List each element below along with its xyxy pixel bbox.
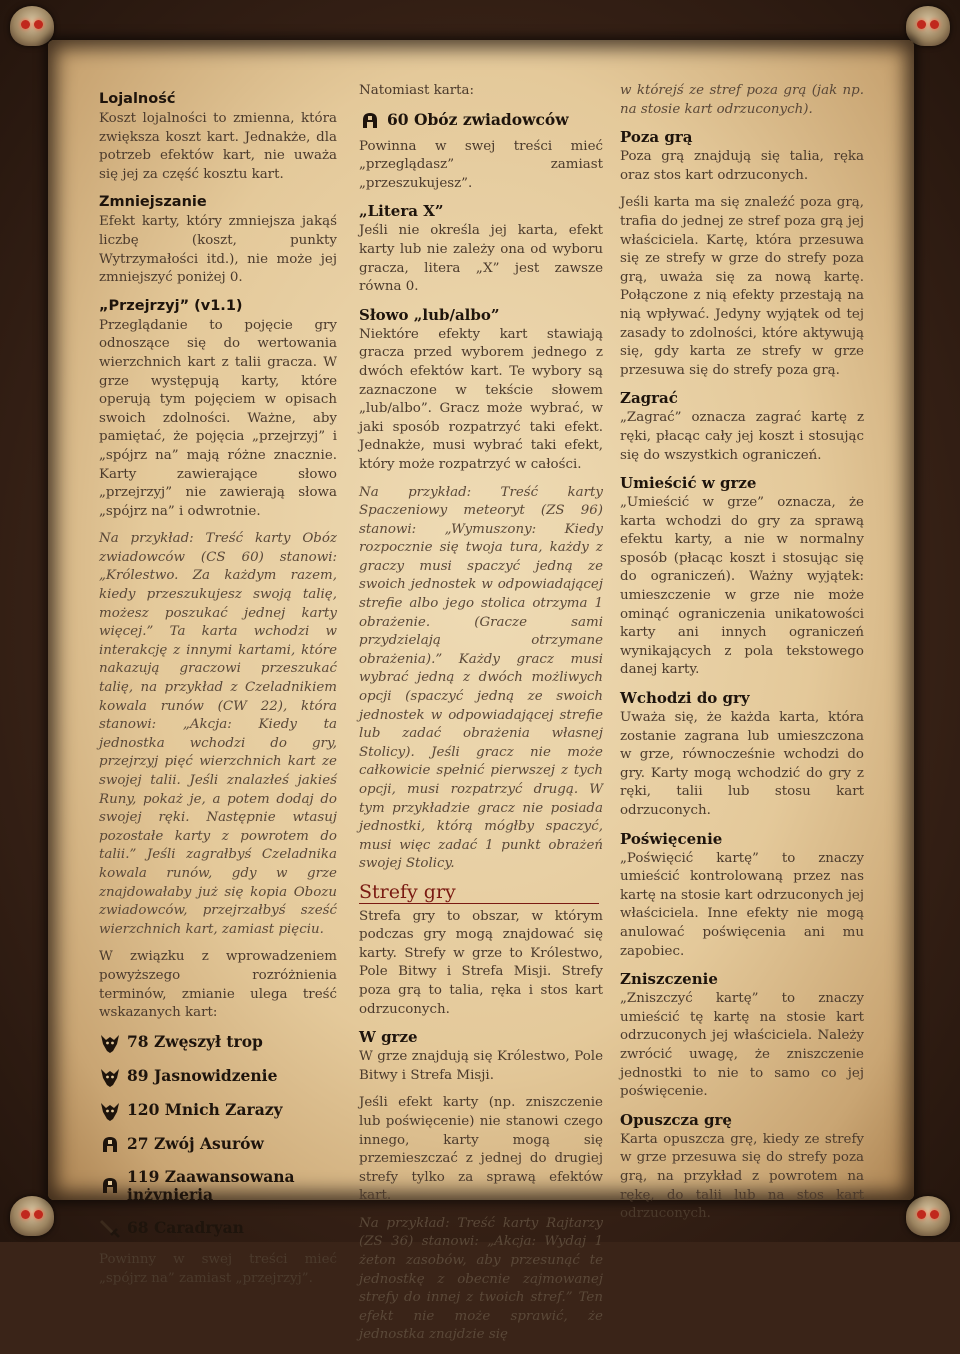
paragraph: „Zagrać” oznacza zagrać kartę z ręki, płacąc cały jej koszt i stosując się do wszystkich ograniczeń. [620, 410, 864, 463]
card-label: 68 Caradryan [127, 1217, 244, 1237]
paragraph: W związku z wprowadzeniem powyższego rozróżnienia terminów, zmianie ulega treść wskazanych kart: [99, 949, 337, 1021]
heading-opuszcza-gre: Opuszcza grę [620, 1110, 732, 1129]
skull-ornament-icon [10, 6, 54, 46]
sword-icon [99, 1217, 121, 1239]
card-entry [99, 1168, 337, 1205]
heading-poswiecenie: Poświęcenie [620, 829, 723, 848]
section-title-strefy-gry: Strefy gry [359, 883, 599, 904]
column-middle [359, 82, 603, 1354]
heading-poza-gra: Poza grą [620, 128, 693, 147]
heading-zagrac: Zagrać [620, 389, 678, 408]
skull-ornament-icon [10, 1196, 54, 1236]
card-entry [99, 1066, 337, 1088]
heading-zmniejszanie: Zmniejszanie [99, 194, 207, 211]
daemon-icon [99, 1066, 121, 1088]
paragraph: Karta opuszcza grę, kiedy ze strefy w grze przesuwa się do strefy poza grą, na przykład z powrotem na rękę, do talii lub na stos kart odrzuconych. [620, 1131, 864, 1222]
paragraph: Przeglądanie to pojęcie gry odnoszące się do wertowania wierzchnich kart z talii gracza. W grze występują karty, które operują tym pojęciem w opisach swoich zdolności. Ważne, aby pamiętać, że pojęcia „przejrzyj” i „spójrz na” mają różne znacznie. Karty zawierające słowo „przejrzyj” nie zawierają słowa „spójrz na” i odwrotnie. [99, 317, 337, 519]
paragraph: Powinny w swej treści mieć „spójrz na” zamiast „przejrzyj”. [99, 1251, 337, 1286]
card-entry [99, 1100, 337, 1122]
paragraph: Poza grą znajdują się talia, ręka oraz stos kart odrzuconych. [620, 149, 864, 183]
card-label: 89 Jasnowidzenie [127, 1066, 278, 1086]
example-paragraph: Na przykład: Treść karty Rajtarzy (ZS 36) stanowi: „Akcja: Wydaj 1 żeton zasobów, aby przesunąć te jednostkę z obecnie zajmowanej strefy do innej z twoich stref.” Ten efekt nie może sprawić, że jednostka znajdzie się [359, 1215, 603, 1343]
paragraph: Strefa gry to obszar, w którym podczas gry mogą znajdować się karty. Strefy w grze to Królestwo, Pole Bitwy i Strefa Misji. Strefy poza grą to talia, ręka i stos kart odrzuconych. [359, 908, 603, 1017]
daemon-icon [99, 1100, 121, 1122]
paragraph: Natomiast karta: [359, 83, 474, 98]
card-entry [99, 1032, 337, 1054]
paragraph: W grze znajdują się Królestwo, Pole Bitwy i Strefa Misji. [359, 1049, 603, 1083]
paragraph: Jeśli efekt karty (np. zniszczenie lub poświęcenie) nie stanowi czego innego, karty mogą się przemieszczać z jednej do drugiej strefy tylko za sprawą efektów kart. [359, 1095, 603, 1204]
helmet-icon [99, 1134, 121, 1156]
helmet-icon [99, 1175, 121, 1197]
card-entry [99, 1217, 337, 1239]
heading-przejrzyj: „Przejrzyj” (v1.1) [99, 297, 243, 314]
heading-litera-x: „Litera X” [359, 202, 444, 221]
paragraph: Koszt lojalności to zmienna, która zwiększa koszt kart. Jednakże, dla potrzeb efektów kart, nie uważa się jej za część kosztu kart. [99, 111, 337, 182]
example-paragraph: Na przykład: Treść karty Spaczeniowy meteoryt (ZS 96) stanowi: „Wymuszony: Kiedy rozpocznie się twoja tura, każdy z graczy musi spaczyć jedną ze swoich jednostek w odpowiadającej strefie albo jego stolica otrzyma 1 obrażenie. (Gracze sami przydzielają otrzymane obrażenia).” Każdy gracz musi wybrać jedną z dwóch możliwych opcji (spaczyć jedną ze swoich jednostek w odpowiadającej strefie lub zadać obrażenia własnej Stolicy). Jeśli gracz nie może całkowicie spełnić pierwszej z tych opcji, musi rozpatrzyć drugą. W tym przykładzie gracz nie posiada jednostki, którą mógłby spaczyć, musi więc zadać 1 punkt obrażeń swojej Stolicy. [359, 484, 603, 872]
paragraph: Jeśli karta ma się znaleźć poza grą, trafia do jednej ze stref poza grą jej właściciela. Kartę, która przesuwa się ze strefy w grze do strefy poza grą, uważa się za nową kartę. Połączone z nią efekty przestają na nią wpływać. Jedyny wyjątek od tej zasady to zdolności, które aktywują się, gdy karta ze strefy w grze przesuwa się do strefy poza grą. [620, 195, 864, 378]
paragraph: „Poświęcić kartę” to znaczy umieścić kontrolowaną przez nas kartę na stosie kart odrzuconych jej właściciela. Inne efekty nie mogą anulować poświęcenia ani mu zapobiec. [620, 850, 864, 959]
heading-wchodzi-do-gry: Wchodzi do gry [620, 689, 750, 708]
card-label: 119 Zaawansowana inżynieria [127, 1166, 295, 1205]
card-label: 60 Obóz zwiadowców [387, 110, 569, 130]
paragraph: Powinna w swej treści mieć „przeglądasz” zamiast „przeszukujesz”. [359, 138, 603, 191]
card-entry [359, 110, 603, 132]
skull-ornament-icon [906, 1196, 950, 1236]
heading-slowo-lub-albo: Słowo „lub/albo” [359, 305, 500, 324]
example-paragraph: Na przykład: Treść karty Obóz zwiadowców (CS 60) stanowi: „Królestwo. Za każdym razem, kiedy przeszukujesz swoją talię, możesz poszukać jednej karty więcej.” Ta karta wchodzi w interakcję z innymi kartami, które nakazują graczowi przeszukać talię, na przykład z Czeladnikiem kowala runów (CW 22), która stanowi: „Akcja: Kiedy ta jednostka wchodzi do gry, przejrzyj pięć wierzchnich kart ze swojej talii. Jeśli znalazłeś jakieś Runy, pokaż je, a potem dodaj do swojej ręki. Następnie wtasuj pozostałe karty z powrotem do talii.” Jeśli zagrałbyś Czeladnika kowala runów, gdy w grze znajdowałaby już się kopia Obozu zwiadowców, przejrzałbyś sześć wierzchnich kart, zamiast pięciu. [99, 531, 337, 937]
card-label: 27 Zwój Asurów [127, 1134, 264, 1154]
column-right [620, 82, 864, 1233]
heading-zniszczenie: Zniszczenie [620, 970, 718, 989]
paragraph: Niektóre efekty kart stawiają gracza przed wyborem jednego z dwóch efektów kart. Te wybory są zaznaczone w tekście słowem „lub/albo”. Gracz może wybrać, w jaki sposób rozpatrzyć taki efekt. Jednakże, musi wybrać taki efekt, który może rozpatrzyć w całości. [359, 326, 603, 472]
heading-lojalnosc: Lojalność [99, 91, 176, 107]
skull-ornament-icon [906, 6, 950, 46]
column-left [99, 84, 337, 1297]
helmet-icon [359, 110, 381, 132]
card-label: 120 Mnich Zarazy [127, 1100, 283, 1120]
paragraph: „Umieścić w grze” oznacza, że karta wchodzi do gry za sprawą efektu karty, a nie w normalny sposób (płacąc koszt i stosując się do ograniczeń). Ważny wyjątek: umieszczenie w grze nie może ominąć ograniczenia unikatowości karty ani innych ograniczeń wynikających z pola tekstowego danej karty. [620, 495, 864, 678]
card-label: 78 Zwęszył trop [127, 1032, 263, 1052]
card-entry [99, 1134, 337, 1156]
daemon-icon [99, 1032, 121, 1054]
example-paragraph: w którejś ze stref poza grą (jak np. na stosie kart odrzuconych). [620, 83, 864, 117]
heading-w-grze: W grze [359, 1028, 418, 1047]
paragraph: Uważa się, że każda karta, która zostanie zagrana lub umieszczona w grze, równocześnie wchodzi do gry. Karty mogą wchodzić do gry z ręki, talii lub stosu kart odrzuconych. [620, 710, 864, 818]
paragraph: Efekt karty, który zmniejsza jakąś liczbę (koszt, punkty Wytrzymałości itd.), nie może jej zmniejszyć poniżej 0. [99, 214, 337, 286]
heading-umiescic-w-grze: Umieścić w grze [620, 474, 757, 493]
paragraph: Jeśli nie określa jej karta, efekt karty lub nie zależy ona od wyboru gracza, litera „X” jest zawsze równa 0. [359, 223, 603, 295]
paragraph: „Zniszczyć kartę” to znaczy umieścić tę kartę na stosie kart odrzuconych jej właściciela. Należy zwrócić uwagę, że zniszczenie jednostki to nie to samo co jej poświęcenie. [620, 991, 864, 1100]
